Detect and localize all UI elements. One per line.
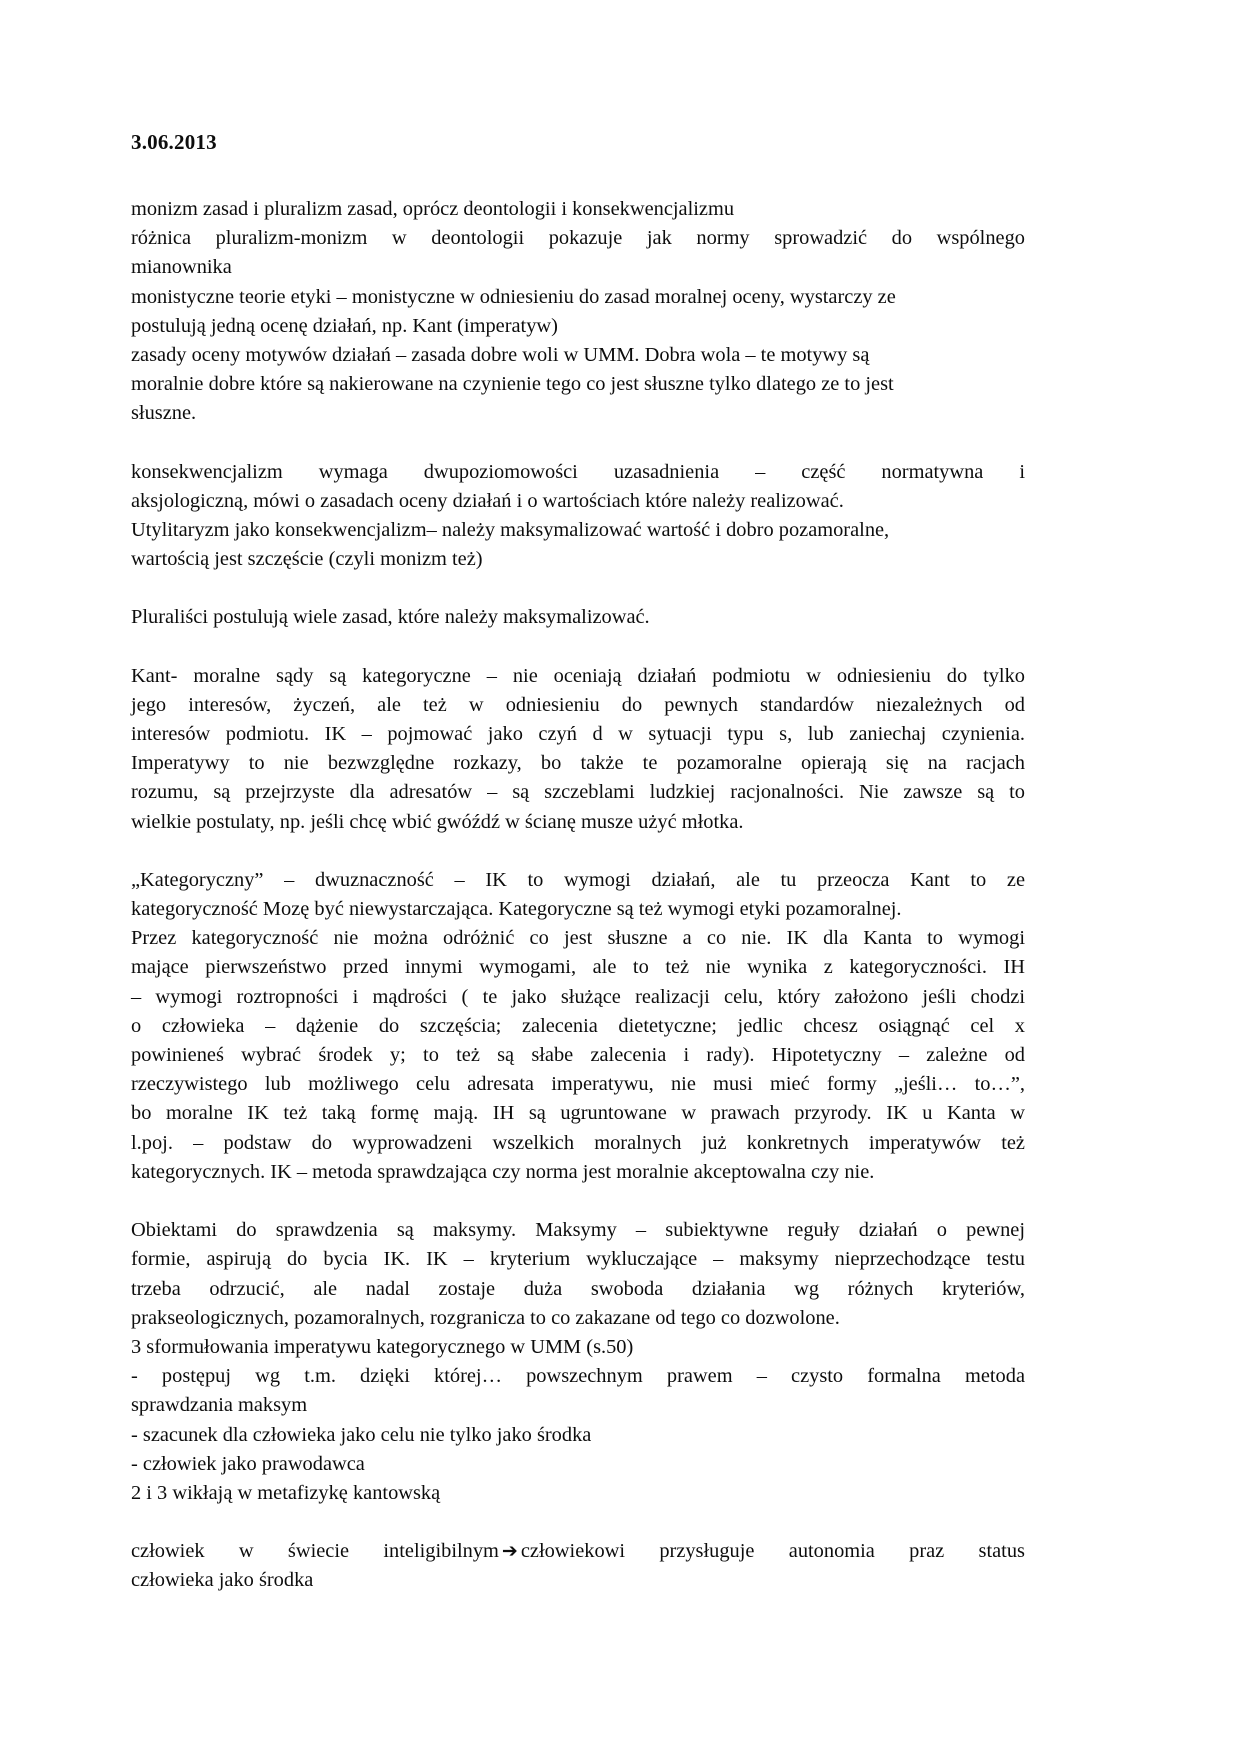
page-title: 3.06.2013 <box>131 130 217 154</box>
paragraph-gap <box>131 633 1025 662</box>
text-line: Przez kategoryczność nie można odróżnić co jest słuszne a co nie. IK dla Kanta to wymogi <box>131 927 1025 950</box>
text-line: słuszne. <box>131 402 197 425</box>
text-line: mianownika <box>131 256 232 279</box>
paragraph <box>131 1216 1025 1508</box>
text-line: trzeba odrzucić, ale nadal zostaje duża swoboda działania wg różnych kryteriów, <box>131 1277 1025 1300</box>
paragraph-gap <box>131 429 1025 458</box>
paragraph <box>131 1537 1025 1595</box>
text-line: powinieneś wybrać środek y; to też są słabe zalecenia i rady). Hipotetyczny – zależne od <box>131 1044 1025 1067</box>
paragraph <box>131 458 1025 575</box>
text-line: Utylitaryzm jako konsekwencjalizm– należy maksymalizować wartość i dobro pozamoralne, <box>131 519 890 542</box>
text-line: o człowieka – dążenie do szczęścia; zalecenia dietetyczne; jedlic chcesz osiągnąć cel x <box>131 1014 1025 1037</box>
text-line: prakseologicznych, pozamoralnych, rozgranicza to co zakazane od tego co dozwolone. <box>131 1306 840 1329</box>
paragraph <box>131 195 1025 429</box>
text-line: mające pierwszeństwo przed innymi wymogami, ale to też nie wynika z kategoryczności. IH <box>131 956 1025 979</box>
paragraph-gap <box>131 1508 1025 1537</box>
text-line: wartością jest szczęście (czyli monizm też) <box>131 548 483 571</box>
text-line: - człowiek jako prawodawca <box>131 1452 365 1475</box>
paragraph <box>131 603 1025 632</box>
paragraph-gap <box>131 837 1025 866</box>
line-text-after-arrow: człowiekowi przysługuje autonomia praz status <box>520 1540 1025 1563</box>
text-line <box>131 1537 1025 1566</box>
text-line: Kant- moralne sądy są kategoryczne – nie oceniają działań podmiotu w odniesieniu do tylko <box>131 664 1025 687</box>
text-line: l.poj. – podstaw do wyprowadzeni wszelkich moralnych już konkretnych imperatywów też <box>131 1131 1025 1154</box>
text-line: 3 sformułowania imperatywu kategorycznego w UMM (s.50) <box>131 1335 634 1358</box>
document-body <box>131 195 1025 1596</box>
paragraph <box>131 662 1025 837</box>
text-line: bo moralne IK też taką formę mają. IH są ugruntowane w prawach przyrody. IK u Kanta w <box>131 1102 1025 1125</box>
text-line: – wymogi roztropności i mądrości ( te jako służące realizacji celu, który założono jeśli chodzi <box>131 985 1025 1008</box>
text-line: postulują jedną ocenę działań, np. Kant (imperatyw) <box>131 314 558 337</box>
paragraph-gap <box>131 1187 1025 1216</box>
text-line: moralnie dobre które są nakierowane na czynienie tego co jest słuszne tylko dlatego ze to jest <box>131 373 894 396</box>
text-line: aksjologiczną, mówi o zasadach oceny działań i o wartościach które należy realizować. <box>131 489 844 512</box>
text-line: Obiektami do sprawdzenia są maksymy. Maksymy – subiektywne reguły działań o pewnej <box>131 1219 1025 1242</box>
text-line: różnica pluralizm-monizm w deontologii pokazuje jak normy sprowadzić do wspólnego <box>131 227 1025 250</box>
right-arrow-icon: ➔ <box>501 1540 518 1563</box>
text-line: sprawdzania maksym <box>131 1394 308 1417</box>
text-line: - postępuj wg t.m. dzięki której… powszechnym prawem – czysto formalna metoda <box>131 1365 1025 1388</box>
text-line: wielkie postulaty, np. jeśli chcę wbić gwóźdź w ścianę musze użyć młotka. <box>131 810 744 833</box>
text-line: monistyczne teorie etyki – monistyczne w odniesieniu do zasad moralnej oceny, wystarczy ze <box>131 285 896 308</box>
text-line: formie, aspirują do bycia IK. IK – kryterium wykluczające – maksymy nieprzechodzące testu <box>131 1248 1025 1271</box>
paragraph <box>131 866 1025 1187</box>
text-line: monizm zasad i pluralizm zasad, oprócz deontologii i konsekwencjalizmu <box>131 198 735 220</box>
text-line: jego interesów, życzeń, ale też w odniesieniu do pewnych standardów niezależnych od <box>131 693 1025 716</box>
text-line: człowieka jako środka <box>131 1569 314 1592</box>
text-line: Imperatywy to nie bezwzględne rozkazy, bo także te pozamoralne opierają się na racjach <box>131 752 1025 775</box>
text-line: - szacunek dla człowieka jako celu nie tylko jako środka <box>131 1423 592 1446</box>
text-line: 2 i 3 wikłają w metafizykę kantowską <box>131 1481 441 1504</box>
text-line: kategorycznych. IK – metoda sprawdzająca czy norma jest moralnie akceptowalna czy nie. <box>131 1160 875 1183</box>
text-line: zasady oceny motywów działań – zasada dobre woli w UMM. Dobra wola – te motywy są <box>131 344 870 367</box>
text-line: kategoryczność Mozę być niewystarczająca. Kategoryczne są też wymogi etyki pozamoralnej. <box>131 898 902 921</box>
text-line: Pluraliści postulują wiele zasad, które należy maksymalizować. <box>131 606 650 629</box>
text-line: „Kategoryczny” – dwuznaczność – IK to wymogi działań, ale tu przeocza Kant to ze <box>131 868 1025 891</box>
text-line: konsekwencjalizm wymaga dwupoziomowości uzasadnienia – część normatywna i <box>131 460 1025 483</box>
text-line: interesów podmiotu. IK – pojmować jako czyń d w sytuacji typu s, lub zaniechaj czynienia. <box>131 723 1025 746</box>
text-line: rzeczywistego lub możliwego celu adresata imperatywu, nie musi mieć formy „jeśli… to…”, <box>131 1073 1025 1096</box>
text-line: rozumu, są przejrzyste dla adresatów – są szczeblami ludzkiej racjonalności. Nie zawsze są to <box>131 781 1025 804</box>
paragraph-gap <box>131 574 1025 603</box>
line-text-before-arrow: człowiek w świecie inteligibilnym <box>131 1540 499 1563</box>
